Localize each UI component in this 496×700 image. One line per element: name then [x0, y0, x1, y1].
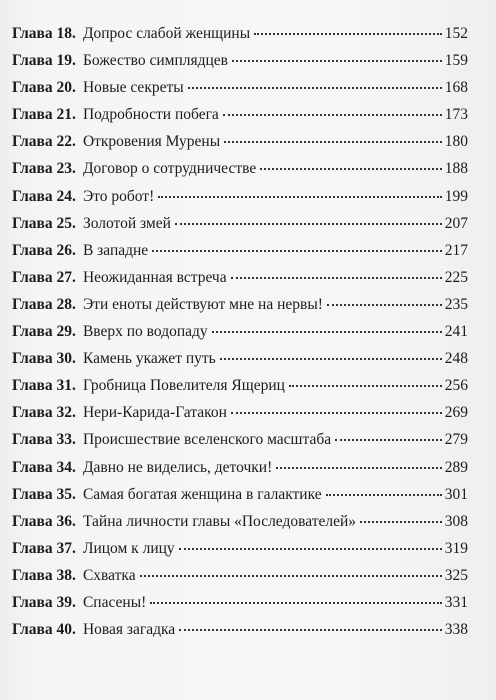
page-number: 173	[444, 106, 468, 124]
page-number: 301	[444, 485, 468, 503]
page-number: 338	[444, 621, 468, 639]
page-number: 159	[444, 52, 468, 70]
toc-entry	[12, 20, 468, 47]
dot-leader	[152, 249, 442, 252]
page-number: 235	[444, 295, 468, 313]
dot-leader	[179, 547, 442, 550]
chapter-title: Откровения Мурены	[82, 133, 221, 151]
chapter-label: Глава 27.	[12, 268, 76, 286]
toc-entry	[12, 535, 468, 562]
page-number: 225	[444, 268, 468, 286]
toc-entry	[12, 47, 468, 74]
chapter-title: Новые секреты	[82, 79, 184, 97]
toc-entry	[12, 128, 468, 155]
toc-entry	[12, 155, 468, 182]
dot-leader	[212, 330, 442, 333]
chapter-title: Вверх по водопаду	[82, 323, 208, 341]
table-of-contents	[12, 20, 468, 643]
dot-leader	[175, 222, 442, 225]
toc-entry	[12, 454, 468, 481]
dot-leader	[150, 601, 441, 604]
chapter-title: Тайна личности главы «Последователей»	[82, 512, 357, 530]
chapter-label: Глава 28.	[12, 295, 76, 313]
toc-entry	[12, 426, 468, 453]
page-number: 207	[444, 214, 468, 232]
page-number: 256	[444, 377, 468, 395]
chapter-title: Камень укажет путь	[82, 350, 216, 368]
toc-entry	[12, 616, 468, 643]
toc-entry	[12, 264, 468, 291]
chapter-title: Это робот!	[82, 187, 155, 205]
page-number: 308	[444, 512, 468, 530]
dot-leader	[188, 86, 442, 89]
dot-leader	[289, 384, 442, 387]
toc-entry	[12, 508, 468, 535]
toc-entry	[12, 589, 468, 616]
dot-leader	[254, 32, 442, 35]
toc-entry	[12, 291, 468, 318]
page-number: 269	[444, 404, 468, 422]
chapter-title: Подробности побега	[82, 106, 219, 124]
toc-entry	[12, 210, 468, 237]
chapter-label: Глава 40.	[12, 621, 76, 639]
chapter-label: Глава 21.	[12, 106, 76, 124]
toc-entry	[12, 318, 468, 345]
dot-leader	[231, 276, 442, 279]
chapter-label: Глава 20.	[12, 79, 76, 97]
chapter-label: Глава 18.	[12, 25, 76, 42]
dot-leader	[326, 493, 442, 496]
chapter-title: Допрос слабой женщины	[82, 25, 251, 42]
chapter-label: Глава 19.	[12, 52, 76, 70]
dot-leader	[224, 140, 442, 143]
chapter-label: Глава 32.	[12, 404, 76, 422]
chapter-label: Глава 33.	[12, 431, 76, 449]
page-number: 180	[444, 133, 468, 151]
chapter-title: Происшествие вселенского масштаба	[82, 431, 332, 449]
dot-leader	[179, 628, 442, 631]
chapter-label: Глава 23.	[12, 160, 76, 178]
dot-leader	[158, 195, 442, 198]
chapter-label: Глава 25.	[12, 214, 76, 232]
chapter-label: Глава 26.	[12, 241, 76, 259]
page-number: 325	[444, 566, 468, 584]
toc-entry	[12, 101, 468, 128]
chapter-label: Глава 38.	[12, 566, 76, 584]
toc-entry	[12, 399, 468, 426]
toc-entry	[12, 481, 468, 508]
toc-entry	[12, 237, 468, 264]
dot-leader	[231, 411, 442, 414]
chapter-title: Договор о сотрудничестве	[82, 160, 257, 178]
page-number: 241	[444, 323, 468, 341]
chapter-title: В западне	[82, 241, 149, 259]
page-number: 199	[444, 187, 468, 205]
chapter-label: Глава 24.	[12, 187, 76, 205]
page-number: 248	[444, 350, 468, 368]
chapter-label: Глава 29.	[12, 323, 76, 341]
chapter-title: Новая загадка	[82, 621, 176, 639]
chapter-label: Глава 39.	[12, 593, 76, 611]
toc-entry	[12, 183, 468, 210]
chapter-title: Схватка	[82, 566, 136, 584]
chapter-title: Давно не виделись, деточки!	[82, 458, 273, 476]
chapter-title: Нери-Карида-Гатакон	[82, 404, 227, 422]
chapter-label: Глава 36.	[12, 512, 76, 530]
dot-leader	[276, 466, 441, 469]
dot-leader	[140, 574, 442, 577]
dot-leader	[232, 59, 442, 62]
page-number: 217	[444, 241, 468, 259]
chapter-title: Спасены!	[82, 593, 147, 611]
page-number: 188	[444, 160, 468, 178]
dot-leader	[327, 303, 442, 306]
chapter-title: Самая богатая женщина в галактике	[82, 485, 322, 503]
dot-leader	[335, 438, 442, 441]
dot-leader	[360, 520, 442, 523]
chapter-label: Глава 31.	[12, 377, 76, 395]
chapter-label: Глава 30.	[12, 350, 76, 368]
page-number: 331	[444, 593, 468, 611]
chapter-title: Гробница Повелителя Ящериц	[82, 377, 285, 395]
chapter-title: Эти еноты действуют мне на нервы!	[82, 295, 323, 313]
toc-entry	[12, 74, 468, 101]
chapter-label: Глава 37.	[12, 539, 76, 557]
toc-entry	[12, 345, 468, 372]
page-number: 319	[444, 539, 468, 557]
page-number: 152	[444, 25, 468, 42]
chapter-title: Золотой змей	[82, 214, 171, 232]
chapter-label: Глава 34.	[12, 458, 76, 476]
page-number: 168	[444, 79, 468, 97]
dot-leader	[220, 357, 442, 360]
page-number: 289	[444, 458, 468, 476]
chapter-title: Божество симплядцев	[82, 52, 228, 70]
toc-entry	[12, 562, 468, 589]
chapter-label: Глава 35.	[12, 485, 76, 503]
page-number: 279	[444, 431, 468, 449]
toc-entry	[12, 372, 468, 399]
chapter-title: Лицом к лицу	[82, 539, 175, 557]
chapter-title: Неожиданная встреча	[82, 268, 227, 286]
dot-leader	[260, 167, 442, 170]
dot-leader	[223, 113, 442, 116]
chapter-label: Глава 22.	[12, 133, 76, 151]
